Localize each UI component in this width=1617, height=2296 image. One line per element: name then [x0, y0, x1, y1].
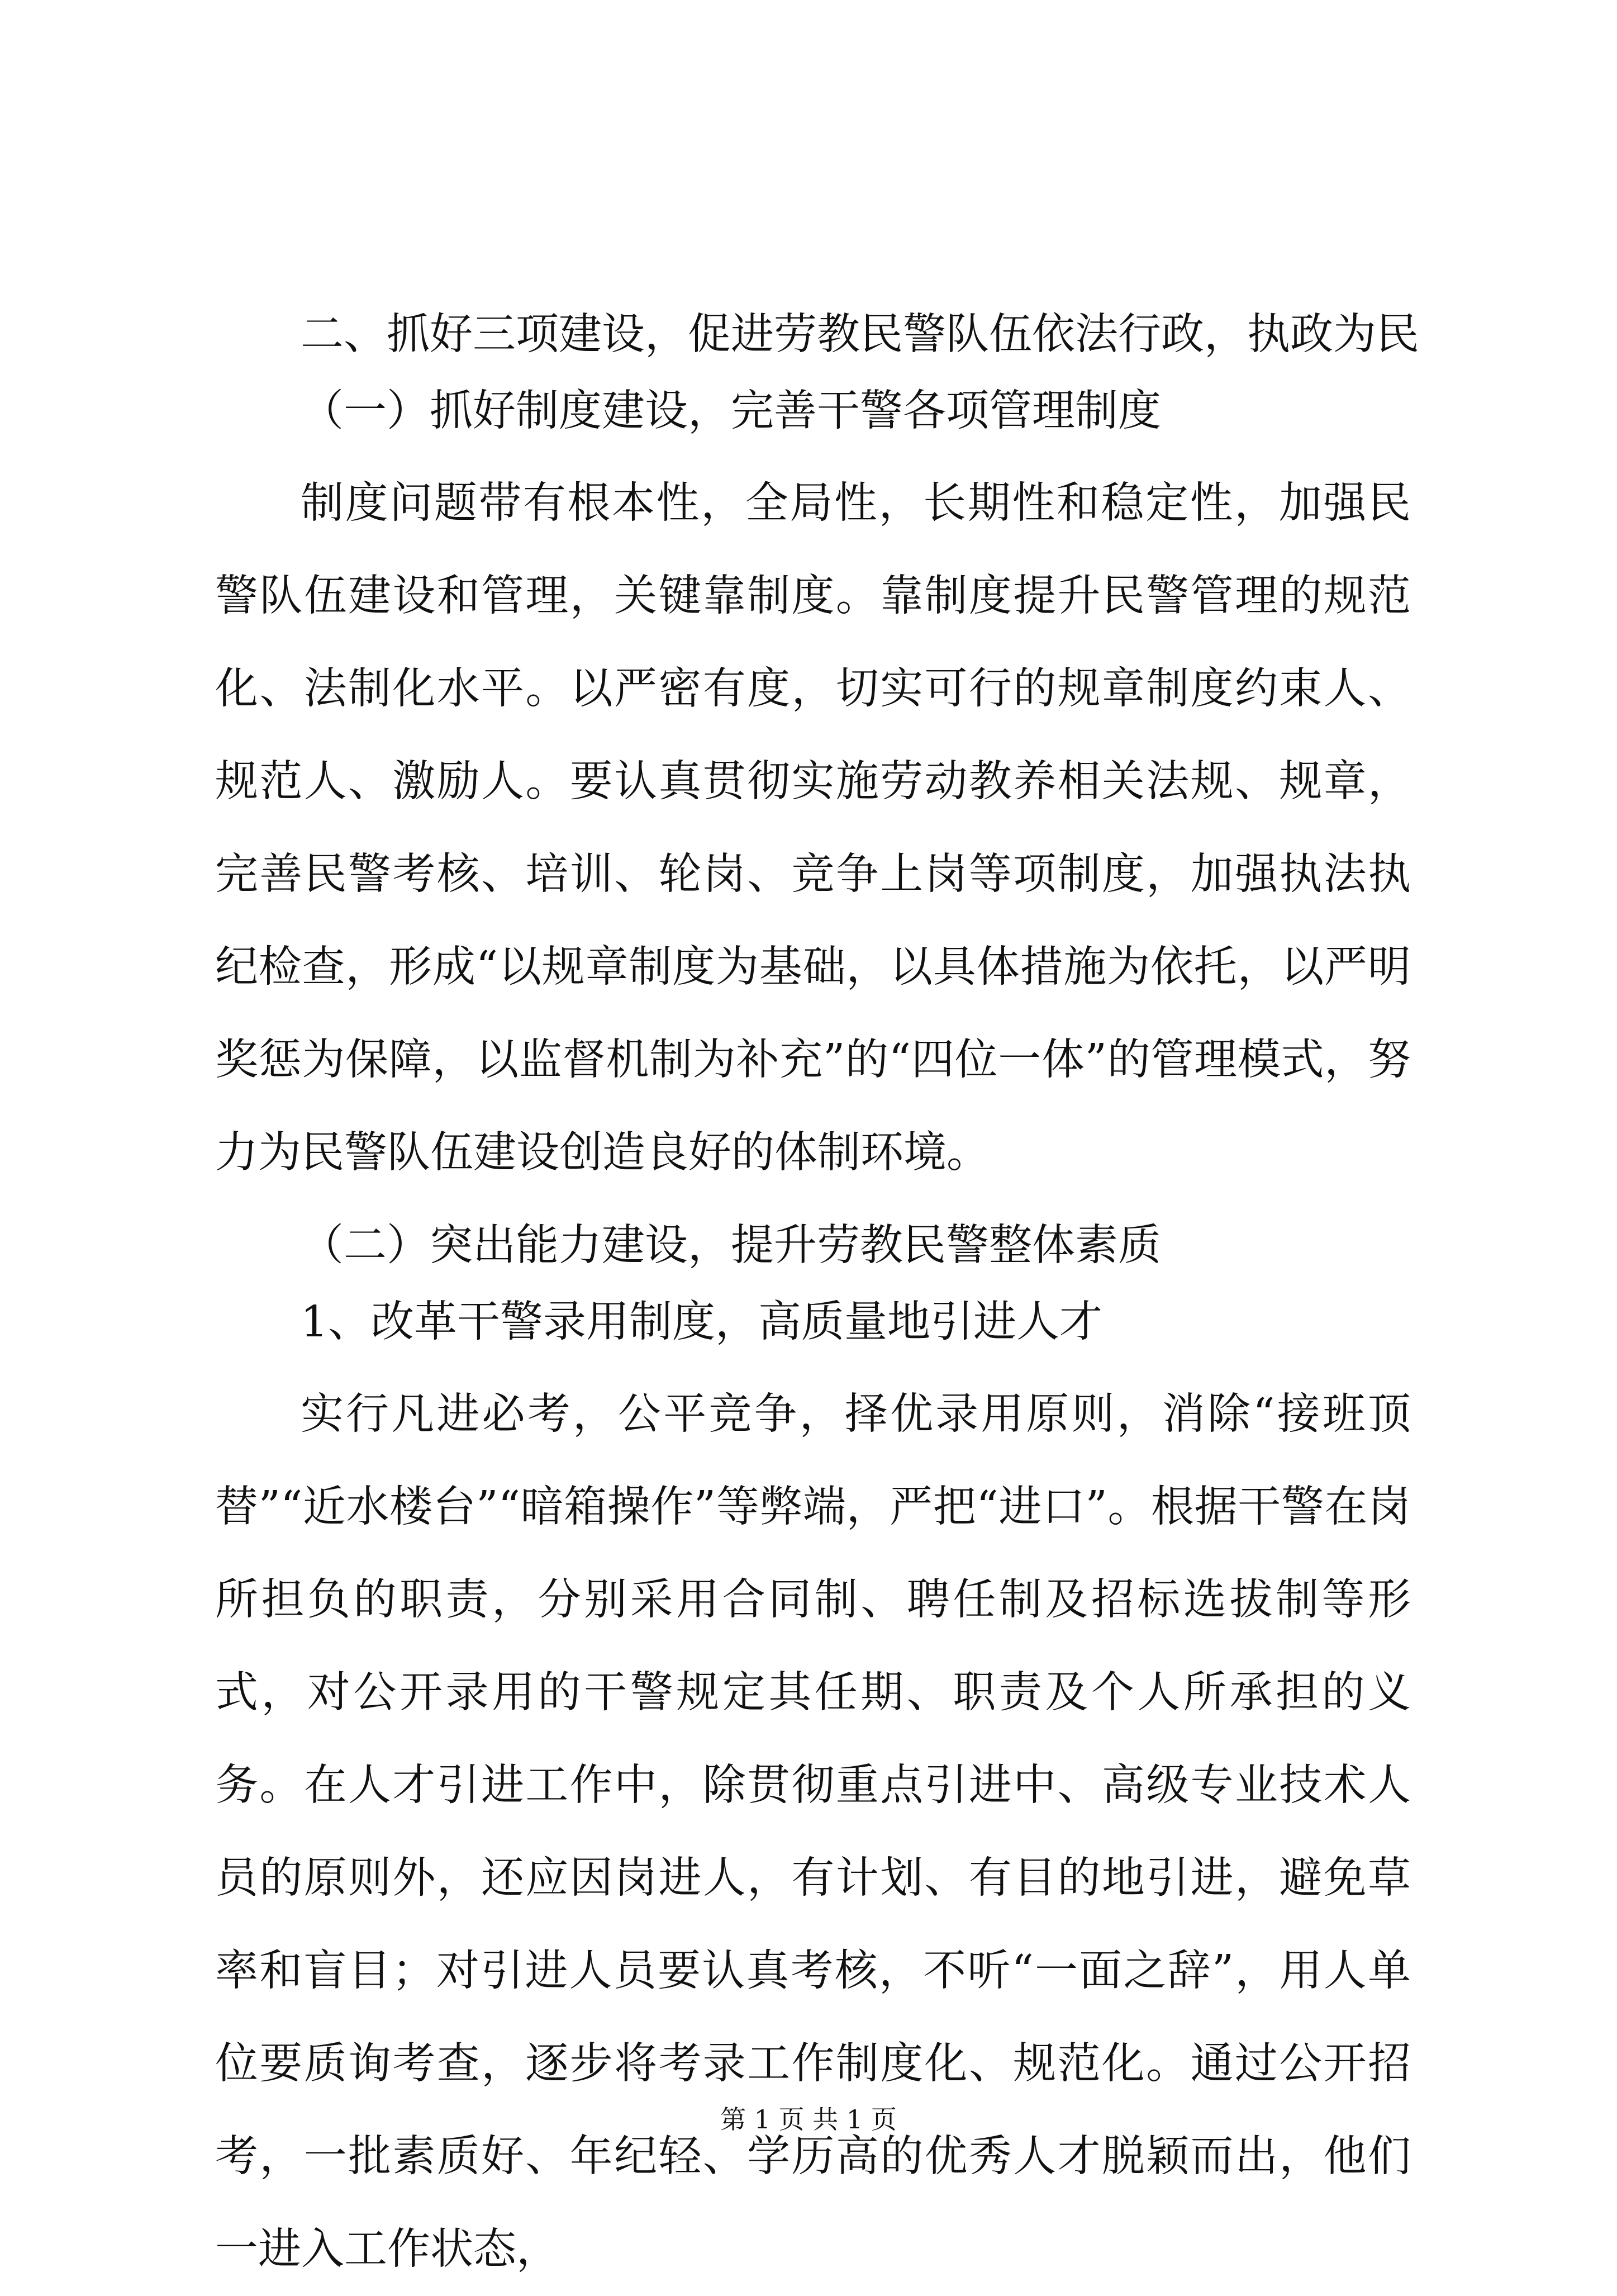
- subsection-1-paragraph: 实行凡进必考，公平竞争，择优录用原则，消除“接班顶替”“近水楼台”“暗箱操作”等弊端，严把“进口”。根据干警在岗所担负的职责，分别采用合同制、聘任制及招标选拔制等形式，对公开录用的干警规定其任期、职责及个人所承担的义务。在人才引进工作中，除贯彻重点引进中、高级专业技术人员的原则外，还应因岗进人，有计划、有目的地引进，避免草率和盲目；对引进人员要认真考核，不听“一面之辞”，用人单位要质询考查，逐步将考录工作制度化、规范化。通过公开招考，一批素质好、年纪轻、学历高的优秀人才脱颖而出，他们一进入工作状态，: [215, 1389, 1411, 2274]
- section-1-paragraph: 制度问题带有根本性，全局性，长期性和稳定性，加强民警队伍建设和管理，关键靠制度。靠制度提升民警管理的规范化、法制化水平。以严密有度，切实可行的规章制度约束人、规范人、激励人。要认真贯彻实施劳动教养相关法规、规章，完善民警考核、培训、轮岗、竞争上岗等项制度，加强执法执纪检查，形成“以规章制度为基础，以具体措施为依托，以严明奖惩为保障，以监督机制为补充”的“四位一体”的管理模式，努力为民警队伍建设创造良好的体制环境。: [215, 478, 1411, 1178]
- document-body: [215, 296, 1419, 2296]
- section-2-title: （二）突出能力建设，提升劳教民警整体素质: [301, 1221, 1161, 1270]
- section-heading-main: 二、抓好三项建设，促进劳教民警队伍依法行政，执政为民: [301, 310, 1419, 359]
- section-1-title: （一）抓好制度建设，完善干警各项管理制度: [301, 386, 1161, 436]
- subsection-1-title: 1、改革干警录用制度，高质量地引进人才: [301, 1297, 1102, 1347]
- page-footer: 第 1 页 共 1 页: [720, 2104, 897, 2134]
